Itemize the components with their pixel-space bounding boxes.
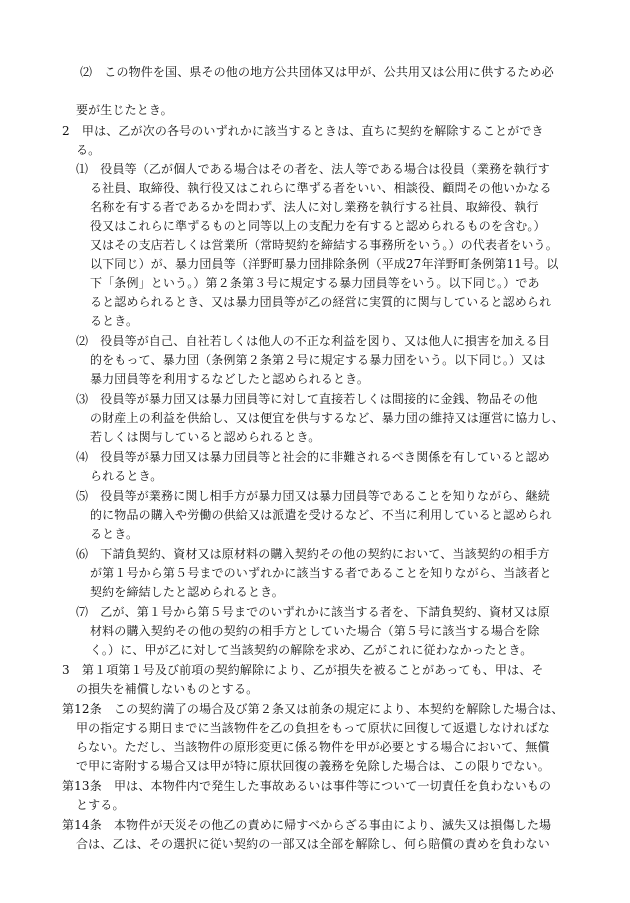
text-line: る。 [76, 143, 101, 157]
text-line: 役又はこれらに準ずるものと同等以上の支配力を有すると認められるものを含む。） [90, 219, 546, 233]
text-line: 下「条例」という。）第２条第３号に規定する暴力団員等をいう。以下同じ。）であ [90, 276, 540, 290]
text-line: 的をもって、暴力団（条例第２条第２号に規定する暴力団をいう。以下同じ。）又は [90, 353, 546, 367]
text-line: 要が生じたとき。 [76, 103, 173, 117]
text-line: 若しくは関与していると認められるとき。 [90, 430, 321, 444]
text-line: く。）に、甲が乙に対して当該契約の解除を求め、乙がこれに従わなかったとき。 [90, 643, 533, 657]
text-line: ⑶ 役員等が暴力団又は暴力団員等に対して直接若しくは間接的に金銭、物品その他 [76, 392, 538, 406]
text-line: 第14条 本物件が天災その他乙の責めに帰すべからざる事由により、滅失又は損傷した場 [62, 818, 552, 832]
text-line: ⑸ 役員等が業務に関し相手方が暴力団又は暴力団員等であることを知りながら、継続 [76, 489, 550, 503]
text-line: 甲の指定する期日までに当該物件を乙の負担をもって原状に回復して返還しなければな [76, 721, 550, 735]
text-line: られるとき。 [90, 469, 163, 483]
text-line: ると認められるとき、又は暴力団員等が乙の経営に実質的に関与していると認められ [90, 295, 552, 309]
text-line: ⑵ 役員等が自己、自社若しくは他人の不正な利益を図り、又は他人に損害を加える目 [76, 334, 550, 348]
text-line: 以下同じ）が、暴力団員等（洋野町暴力団排除条例（平成27年洋野町条例第11号。以 [90, 257, 559, 271]
text-line: 3 第１項第１号及び前項の契約解除により、乙が損失を被ることがあっても、甲は、そ [62, 663, 544, 677]
text-line: が第１号から第５号までのいずれかに該当する者であることを知りながら、当該者と [90, 566, 552, 580]
text-line: 材料の購入契約その他の契約の相手方としていた場合（第５号に該当する場合を除 [90, 624, 540, 638]
text-line: 又はその支店若しくは営業所（常時契約を締結する事務所をいう。）の代表者をいう。 [90, 238, 558, 252]
text-line: ⑴ 役員等（乙が個人である場合はその者を、法人等である場合は役員（業務を執行す [76, 162, 550, 176]
text-line: ⑺ 乙が、第１号から第５号までのいずれかに該当する者を、下請負契約、資材又は原 [76, 605, 550, 619]
text-line: ⑷ 役員等が暴力団又は暴力団員等と社会的に非難されるべき関係を有していると認め [76, 450, 550, 464]
text-line: るとき。 [90, 527, 139, 541]
text-line: 契約を締結したと認められるとき。 [90, 585, 284, 599]
text-line: で甲に寄附する場合又は甲が特に原状回復の義務を免除した場合は、この限りでない。 [76, 759, 550, 773]
text-line: るとき。 [90, 314, 139, 328]
text-line: 2 甲は、乙が次の各号のいずれかに該当するときは、直ちに契約を解除することができ [62, 124, 544, 138]
text-line: 第12条 この契約満了の場合及び第２条又は前条の規定により、本契約を解除した場合は、 [62, 702, 564, 716]
text-line: 第13条 甲は、本物件内で発生した事故あるいは事件等について一切責任を負わないもの [62, 779, 552, 793]
text-line: る社員、取締役、執行役又はこれらに準ずる者をいい、相談役、顧問その他いかなる [90, 181, 552, 195]
text-line: 暴力団員等を利用するなどしたと認められるとき。 [90, 372, 369, 386]
text-line: ⑹ 下請負契約、資材又は原材料の購入契約その他の契約において、当該契約の相手方 [76, 547, 550, 561]
text-line: 的に物品の購入や労働の供給又は派遣を受けるなど、不当に利用していると認められ [90, 508, 552, 522]
text-line: の損失を補償しないものとする。 [76, 682, 259, 696]
text-line: ⑵ この物件を国、県その他の地方公共団体又は甲が、公共用又は公用に供するため必 [80, 65, 554, 79]
text-line: 合は、乙は、その選択に従い契約の一部又は全部を解除し、何ら賠償の責めを負わない [76, 837, 550, 851]
text-line: とする。 [76, 798, 125, 812]
text-line: らない。ただし、当該物件の原形変更に係る物件を甲が必要とする場合において、無償 [76, 740, 550, 754]
text-line: 名称を有する者であるかを問わず、法人に対し業務を執行する社員、取締役、執行 [90, 200, 539, 214]
text-line: の財産上の利益を供給し、又は便宜を供与するなど、暴力団の維持又は運営に協力し、 [90, 411, 564, 425]
